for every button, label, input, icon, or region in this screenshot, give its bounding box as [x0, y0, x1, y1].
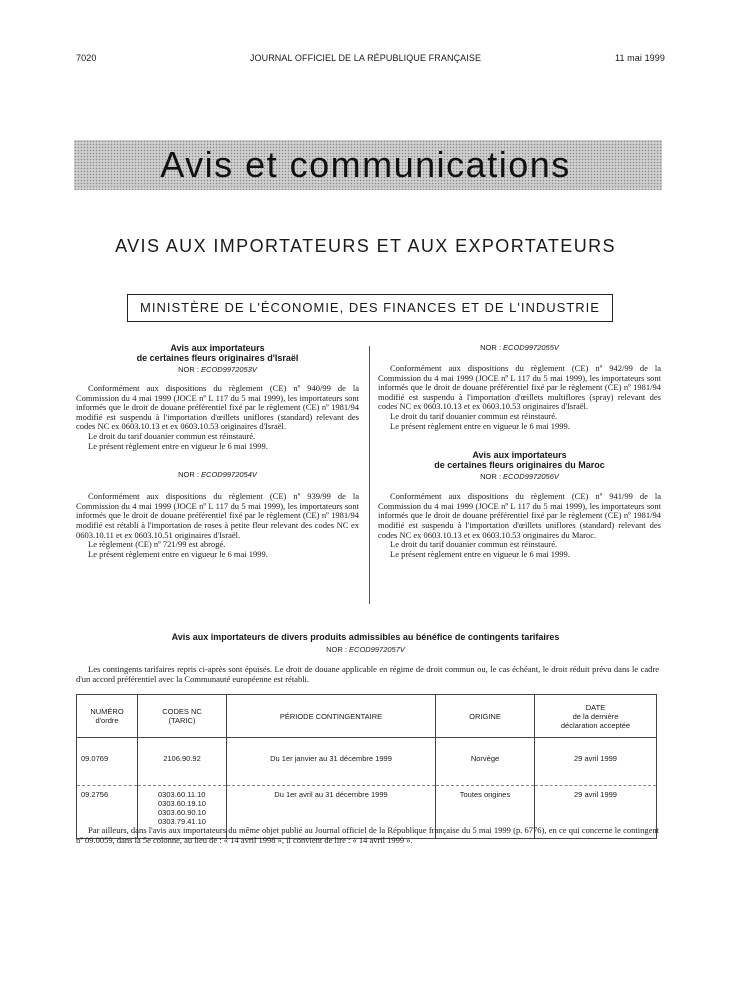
- avis-title-line1: Avis aux importateurs: [170, 343, 265, 353]
- avis-israel-3: [378, 343, 661, 431]
- code-line: 0303.60.19.10: [158, 799, 206, 808]
- nor-code: ECOD9972054V: [201, 470, 257, 480]
- nor-reference: [76, 365, 359, 375]
- cell-numero: 09.0769: [77, 738, 138, 786]
- paragraph: Le règlement (CE) nº 721/99 est abrogé.: [88, 539, 226, 550]
- avis-title-line2: de certaines fleurs originaires d'Israël: [136, 353, 299, 363]
- nor-reference: [76, 470, 359, 480]
- cell-origine: Toutes origines: [436, 786, 535, 839]
- paragraph: Conformément aux dispositions du règlement (CE) nº 942/99 de la Commission du 4 mai 1999 (JOCE nº L 117 du 5 mai 1999), les importateurs sont informés que le droit de douane préférentiel fixé par le règlement (CE) nº 1981/94 modifié est suspendu à l'importation d'œillets multiflores (spray) relevant des codes NC ex 0603.10.13 et ex 0603.10.53 originaires d'Israël.: [378, 363, 661, 412]
- contingents-table: [76, 694, 657, 839]
- cell-date: 29 avril 1999: [535, 738, 657, 786]
- avis-title-line1: Avis aux importateurs: [472, 450, 567, 461]
- right-column: [378, 343, 661, 559]
- nor-label: NOR :: [178, 365, 199, 374]
- col-header-origine: ORIGINE: [436, 695, 535, 738]
- nor-code: ECOD9972053V: [201, 365, 257, 374]
- col-header-periode: PÉRIODE CONTINGENTAIRE: [227, 695, 436, 738]
- code-line: 0303.60.11.10: [158, 790, 206, 799]
- paragraph: Le présent règlement entre en vigueur le 6 mai 1999.: [390, 420, 570, 431]
- avis-title: [378, 450, 661, 470]
- avis-contingents-intro: [76, 665, 659, 684]
- avis-body: [76, 384, 359, 451]
- cell-date: 29 avril 1999: [535, 786, 657, 839]
- page-number: 7020: [76, 53, 97, 63]
- avis-body: [378, 492, 661, 559]
- paragraph: Les contingents tarifaires repris ci-après sont épuisés. Le droit de douane applicable en régime de droit commun ou, le cas échéant, le droit réduit prévu dans le cadre d'un accord préférentiel avec la Communauté européenne est rétabli.: [76, 664, 659, 684]
- nor-label: NOR :: [326, 645, 347, 654]
- ministry-box: MINISTÈRE DE L'ÉCONOMIE, DES FINANCES ET DE L'INDUSTRIE: [127, 294, 613, 322]
- paragraph: Le présent règlement entre en vigueur le 6 mai 1999.: [88, 440, 268, 451]
- journal-title: JOURNAL OFFICIEL DE LA RÉPUBLIQUE FRANÇAISE: [249, 53, 482, 63]
- code-line: 0303.60.90.10: [158, 808, 206, 817]
- col-header-codes: [138, 695, 227, 738]
- header-text: d'ordre: [95, 716, 119, 725]
- code-line: 2106.90.92: [163, 754, 201, 763]
- avis-title: [76, 343, 359, 363]
- issue-date: 11 mai 1999: [615, 53, 665, 63]
- avis-contingents-title: Avis aux importateurs de divers produits admissibles au bénéfice de contingents tarifaires: [171, 632, 560, 642]
- paragraph: Le droit du tarif douanier commun est réinstauré.: [390, 410, 558, 421]
- avis-body: [378, 364, 661, 431]
- avis-maroc: [378, 450, 661, 559]
- nor-label: NOR :: [480, 472, 501, 482]
- table-row: [77, 738, 657, 786]
- avis-israel-1: [76, 343, 359, 451]
- cell-origine: Norvège: [436, 738, 535, 786]
- header-text: déclaration acceptée: [560, 720, 631, 730]
- column-divider: [369, 346, 370, 604]
- nor-reference: [378, 343, 661, 353]
- paragraph: Le présent règlement entre en vigueur le 6 mai 1999.: [390, 548, 570, 559]
- col-header-numero: [77, 695, 138, 738]
- avis-body: [76, 492, 359, 559]
- nor-code: ECOD9972055V: [503, 343, 559, 352]
- paragraph: Le présent règlement entre en vigueur le 6 mai 1999.: [88, 548, 268, 559]
- header-text: de la dernière: [572, 711, 619, 721]
- cell-numero: 09.2756: [77, 786, 138, 839]
- header-text: (TARIC): [168, 716, 196, 725]
- nor-reference: [0, 645, 731, 655]
- left-column: [76, 343, 359, 559]
- nor-code: ECOD9972057V: [349, 645, 405, 654]
- header-text: DATE: [585, 702, 606, 712]
- banner-title: Avis et communications: [160, 144, 571, 185]
- paragraph: Le droit du tarif douanier commun est réinstauré.: [88, 430, 256, 441]
- avis-title-line2: de certaines fleurs originaires du Maroc: [434, 460, 605, 471]
- paragraph: Conformément aux dispositions du règlement (CE) nº 939/99 de la Commission du 4 mai 1999 (JOCE nº L 117 du 5 mai 1999), les importateurs sont informés que le droit de douane préférentiel fixé par le règlement (CE) nº 1981/94 modifié est rétabli à l'importation de roses à petite fleur relevant des codes NC ex 0603.10.11 et ex 0603.10.51 originaires d'Israël.: [76, 491, 359, 540]
- cell-periode: Du 1er janvier au 31 décembre 1999: [227, 738, 436, 786]
- footer-note: [76, 826, 659, 845]
- nor-label: NOR :: [480, 343, 501, 352]
- header-text: NUMÉRO: [90, 707, 124, 716]
- header-text: CODES NC: [162, 707, 202, 716]
- avis-israel-2: [76, 470, 359, 559]
- nor-reference: [378, 472, 661, 482]
- col-header-date: [535, 695, 657, 738]
- paragraph: Le droit du tarif douanier commun est réinstauré.: [390, 539, 558, 550]
- nor-label: NOR :: [178, 470, 199, 480]
- table-header-row: [77, 695, 657, 738]
- cell-periode: Du 1er avril au 31 décembre 1999: [227, 786, 436, 839]
- paragraph: Conformément aux dispositions du règlement (CE) nº 941/99 de la Commission du 4 mai 1999 (JOCE nº L 117 du 5 mai 1999), les importateurs sont informés que le droit de douane préférentiel fixé par le règlement (CE) nº 1981/94 modifié est suspendu à l'importation d'œillets uniflores (standard) relevant des codes NC ex 0603.10.13 et ex 0603.10.53 originaires du Maroc.: [378, 491, 661, 540]
- nor-code: ECOD9972056V: [503, 472, 559, 482]
- main-title: AVIS AUX IMPORTATEURS ET AUX EXPORTATEURS: [115, 236, 616, 256]
- paragraph: Conformément aux dispositions du règlement (CE) nº 940/99 de la Commission du 4 mai 1999 (JOCE nº L 117 du 5 mai 1999), les importateurs sont informés que le droit de douane préférentiel fixé par le règlement (CE) nº 1981/94 modifié est suspendu à l'importation d'œillets uniflores (standard) relevant des codes NC ex 0603.10.13 et ex 0603.10.53 originaires d'Israël.: [76, 383, 359, 432]
- code-line: 0303.79.41.10: [158, 817, 206, 826]
- cell-codes: [138, 738, 227, 786]
- paragraph: Par ailleurs, dans l'avis aux importateurs du même objet publié au Journal officiel de la République française du 5 mai 1999 (p. 6776), en ce qui concerne le contingent nº 09.0059, dans la 5e colonne, au lieu de : « 14 avril 1998 », il convient de lire : « 14 avril 1999 ».: [76, 825, 659, 845]
